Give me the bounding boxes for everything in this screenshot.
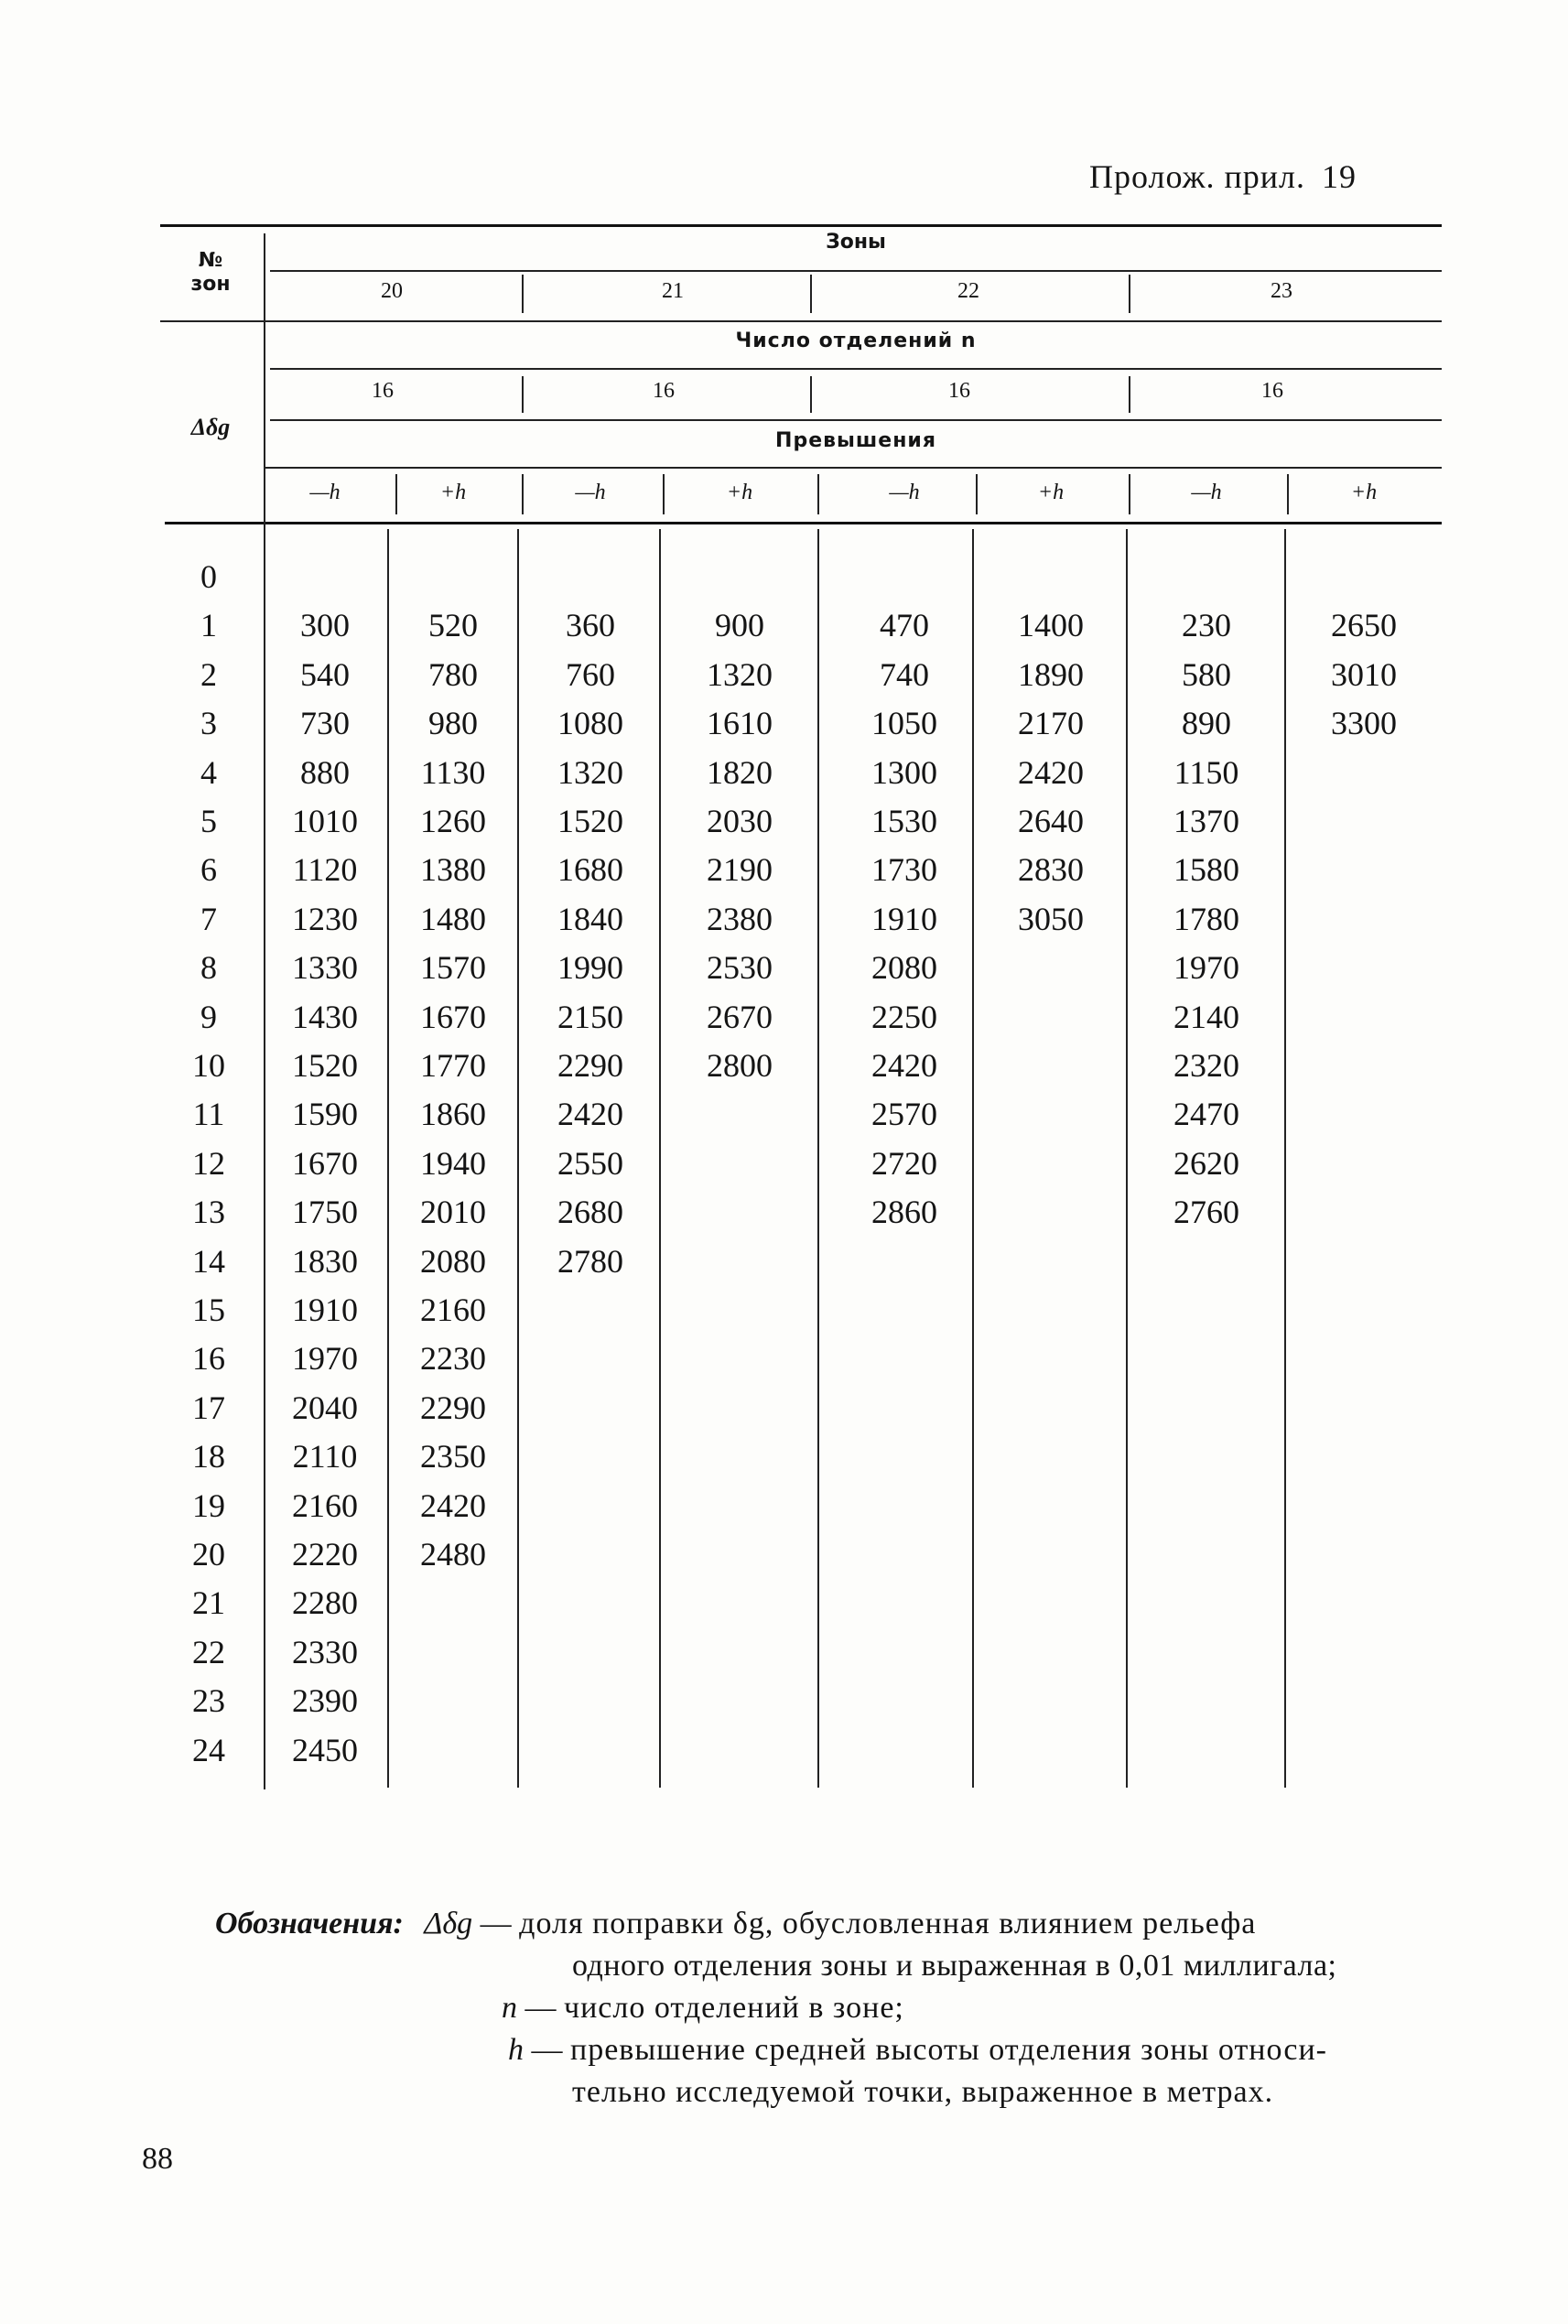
table-cell: 1670 [420, 998, 486, 1035]
legend-symbol-delta: Δδg [424, 1907, 473, 1940]
table-cell: 1670 [292, 1144, 358, 1182]
table-cell: 1730 [871, 851, 937, 889]
column-sep [972, 529, 974, 1788]
division-count: 16 [653, 379, 675, 403]
table-cell: 540 [300, 655, 350, 693]
corner-delta-label: Δδg [190, 414, 231, 440]
row-label: 22 [192, 1633, 225, 1670]
row-label: 14 [192, 1242, 225, 1280]
division-count: 16 [1261, 379, 1283, 403]
table-cell: 1130 [420, 753, 486, 791]
table-cell: 2110 [292, 1438, 358, 1475]
table-cell: 2330 [292, 1633, 358, 1670]
zone-number: 22 [957, 279, 979, 303]
table-cell: 2680 [557, 1194, 623, 1231]
legend-h-text-2: тельно исследуемой точки, выраженное в метрах. [572, 2075, 1274, 2109]
header-sep [976, 474, 978, 514]
row-label: 0 [200, 558, 217, 595]
elevation-subheader: +h [1350, 481, 1378, 504]
row-label: 2 [200, 655, 217, 693]
table-cell: 1010 [292, 803, 358, 839]
table-cell: 2140 [1173, 998, 1239, 1035]
table-cell: 1910 [871, 900, 937, 937]
running-header-number: 19 [1321, 158, 1357, 195]
stub-rule [160, 320, 256, 322]
table-cell: 2080 [871, 949, 937, 987]
table-cell: 2010 [420, 1194, 486, 1231]
header-sep [810, 275, 812, 313]
elevation-subheader: +h [439, 481, 467, 504]
table-cell: 2470 [1173, 1096, 1239, 1133]
row-label: 12 [192, 1144, 225, 1182]
table-cell: 2170 [1018, 705, 1084, 742]
row-label: 19 [192, 1486, 225, 1524]
header-sep [522, 376, 524, 413]
elevation-subheader: —h [1191, 481, 1222, 504]
zones-rule [270, 270, 1442, 272]
table-cell: 2290 [557, 1047, 623, 1084]
table-cell: 2420 [1018, 753, 1084, 791]
legend-line-2 [572, 1949, 1337, 1984]
table-cell: 1680 [557, 851, 623, 889]
header-sep [1287, 474, 1289, 514]
table-cell: 740 [880, 655, 929, 693]
table-cell: 2150 [557, 998, 623, 1035]
table-cell: 1120 [292, 851, 358, 889]
table-cell: 1430 [292, 998, 358, 1035]
header-sep [522, 474, 524, 514]
table-cell: 880 [300, 753, 350, 791]
table-cell: 2720 [871, 1144, 937, 1182]
table-cell: 2780 [557, 1242, 623, 1280]
row-label: 6 [200, 851, 217, 889]
table-cell: 1820 [707, 753, 773, 791]
table-cell: 780 [428, 655, 478, 693]
header-sep [1129, 376, 1130, 413]
table-cell: 3050 [1018, 900, 1084, 937]
table-cell: 1910 [292, 1292, 358, 1328]
row-label: 8 [200, 949, 217, 987]
zone-number: 23 [1271, 279, 1292, 303]
header-bottom-rule [165, 522, 1442, 524]
table-cell: 2220 [292, 1536, 358, 1573]
table-cell: 1780 [1173, 900, 1239, 937]
table-cell: 1830 [292, 1242, 358, 1280]
legend-symbol-h: h [508, 2033, 524, 2067]
table-cell: 360 [566, 607, 615, 644]
legend-dash: — [531, 2033, 563, 2067]
table-cell: 2030 [707, 803, 773, 839]
zone-numbers-rule [160, 320, 1442, 322]
table-cell: 1840 [557, 900, 623, 937]
row-label: 17 [192, 1389, 225, 1426]
table-cell: 980 [428, 705, 478, 742]
elevation-subheader: —h [889, 481, 920, 504]
header-sep [1129, 474, 1130, 514]
legend-line-4 [508, 2033, 1327, 2068]
table-cell: 1610 [707, 705, 773, 742]
table-cell: 2080 [420, 1242, 486, 1280]
table-cell: 1860 [420, 1096, 486, 1133]
legend-delta-text-2: одного отделения зоны и выраженная в 0,01 миллигала; [572, 1949, 1337, 1983]
table-cell: 2420 [557, 1096, 623, 1133]
table-cell: 1480 [420, 900, 486, 937]
table-cell: 2670 [707, 998, 773, 1035]
table-cell: 1750 [292, 1194, 358, 1231]
zones-header: Зоны [826, 231, 886, 254]
table-cell: 1970 [1173, 949, 1239, 987]
legend-dash: — [524, 1991, 557, 2025]
division-count: 16 [372, 379, 394, 403]
table-cell: 580 [1182, 655, 1231, 693]
row-label: 23 [192, 1682, 225, 1720]
table-cell: 2620 [1173, 1144, 1239, 1182]
elevation-subheader: —h [309, 481, 341, 504]
divisions-header: Число отделений n [735, 330, 977, 352]
table-cell: 2420 [871, 1047, 937, 1084]
elevation-subheader: —h [575, 481, 606, 504]
divisions-label-rule [270, 368, 1442, 370]
table-cell: 1330 [292, 949, 358, 987]
header-sep [395, 474, 397, 514]
legend-symbol-n: n [502, 1991, 517, 2025]
table-cell: 1990 [557, 949, 623, 987]
table-cell: 1320 [557, 753, 623, 791]
row-label: 7 [200, 900, 217, 937]
table-cell: 2640 [1018, 803, 1084, 839]
table-cell: 1150 [1173, 753, 1239, 791]
table-cell: 2160 [420, 1292, 486, 1328]
legend-title: Обозначения: [215, 1907, 404, 1940]
row-label: 3 [200, 705, 217, 742]
table-cell: 1230 [292, 900, 358, 937]
table-cell: 1380 [420, 851, 486, 889]
column-sep [1126, 529, 1128, 1788]
table-cell: 2800 [707, 1047, 773, 1084]
table-cell: 2650 [1331, 607, 1397, 644]
table-cell: 1970 [292, 1340, 358, 1378]
legend-line-5 [572, 2075, 1273, 2110]
table-cell: 730 [300, 705, 350, 742]
legend-delta-text-1: доля поправки δg, обусловленная влиянием рельефа [519, 1907, 1257, 1940]
table-cell: 2420 [420, 1486, 486, 1524]
header-sep [1129, 275, 1130, 313]
table-cell: 1300 [871, 753, 937, 791]
header-sep [810, 376, 812, 413]
row-label: 1 [200, 607, 217, 644]
running-header [1089, 157, 1357, 196]
table-cell: 2480 [420, 1536, 486, 1573]
row-label: 5 [200, 803, 217, 839]
table-cell: 2390 [292, 1682, 358, 1720]
table-cell: 1890 [1018, 655, 1084, 693]
table-cell: 2190 [707, 851, 773, 889]
table-cell: 1580 [1173, 851, 1239, 889]
table-cell: 2290 [420, 1389, 486, 1426]
header-sep [663, 474, 665, 514]
zone-number: 21 [662, 279, 684, 303]
table-cell: 2350 [420, 1438, 486, 1475]
table-cell: 900 [715, 607, 764, 644]
table-cell: 1590 [292, 1096, 358, 1133]
page-number: 88 [142, 2142, 173, 2176]
table-cell: 230 [1182, 607, 1231, 644]
table-cell: 1320 [707, 655, 773, 693]
table-cell: 2860 [871, 1194, 937, 1231]
divisions-values-rule [270, 419, 1442, 421]
column-sep [817, 529, 819, 1788]
table-cell: 2550 [557, 1144, 623, 1182]
table-cell: 1050 [871, 705, 937, 742]
legend-dash: — [480, 1907, 512, 1940]
table-cell: 2230 [420, 1340, 486, 1378]
row-label: 13 [192, 1194, 225, 1231]
table-cell: 1940 [420, 1144, 486, 1182]
table-cell: 1570 [420, 949, 486, 987]
table-cell: 1080 [557, 705, 623, 742]
table-cell: 2160 [292, 1486, 358, 1524]
table-cell: 3300 [1331, 705, 1397, 742]
table-cell: 1520 [557, 803, 623, 839]
row-label: 24 [192, 1731, 225, 1768]
header-sep [817, 474, 819, 514]
table-cell: 760 [566, 655, 615, 693]
column-sep [517, 529, 519, 1788]
row-label: 15 [192, 1292, 225, 1328]
table-cell: 1260 [420, 803, 486, 839]
table-cell: 470 [880, 607, 929, 644]
corner-number-label [165, 249, 256, 297]
table-cell: 1530 [871, 803, 937, 839]
row-label: 20 [192, 1536, 225, 1573]
legend-line-1 [215, 1907, 1256, 1941]
row-label: 4 [200, 753, 217, 791]
row-label: 9 [200, 998, 217, 1035]
table-cell: 1370 [1173, 803, 1239, 839]
table-cell: 2250 [871, 998, 937, 1035]
table-cell: 1520 [292, 1047, 358, 1084]
table-top-rule [160, 224, 1442, 227]
table-cell: 890 [1182, 705, 1231, 742]
elevations-header: Превышения [775, 429, 936, 452]
table-cell: 2040 [292, 1389, 358, 1426]
elevations-rule [265, 467, 1442, 469]
table-cell: 1770 [420, 1047, 486, 1084]
column-sep [659, 529, 661, 1788]
elevation-subheader: +h [1037, 481, 1065, 504]
header-sep [522, 275, 524, 313]
table-cell: 2320 [1173, 1047, 1239, 1084]
row-label: 16 [192, 1340, 225, 1378]
table-cell: 2450 [292, 1731, 358, 1768]
table-cell: 3010 [1331, 655, 1397, 693]
division-count: 16 [948, 379, 970, 403]
row-label: 18 [192, 1438, 225, 1475]
legend-h-text-1: превышение средней высоты отделения зоны относи- [570, 2033, 1327, 2067]
table-cell: 300 [300, 607, 350, 644]
corner-number-sign: № [198, 249, 223, 272]
corner-zones-word: зон [190, 273, 231, 296]
table-cell: 2570 [871, 1096, 937, 1133]
running-header-text: Пролож. прил. [1089, 158, 1305, 195]
row-label: 21 [192, 1584, 225, 1622]
table-cell: 520 [428, 607, 478, 644]
table-cell: 1400 [1018, 607, 1084, 644]
legend-line-3 [502, 1991, 904, 2026]
table-cell: 2280 [292, 1584, 358, 1622]
zone-number: 20 [381, 279, 403, 303]
legend-n-text: число отделений в зоне; [564, 1991, 904, 2025]
row-label: 10 [192, 1047, 225, 1084]
row-label: 11 [192, 1096, 225, 1133]
table-cell: 2760 [1173, 1194, 1239, 1231]
table-cell: 2830 [1018, 851, 1084, 889]
table-cell: 2530 [707, 949, 773, 987]
column-sep [1284, 529, 1286, 1788]
column-sep [387, 529, 389, 1788]
elevation-subheader: +h [726, 481, 753, 504]
table-cell: 2380 [707, 900, 773, 937]
